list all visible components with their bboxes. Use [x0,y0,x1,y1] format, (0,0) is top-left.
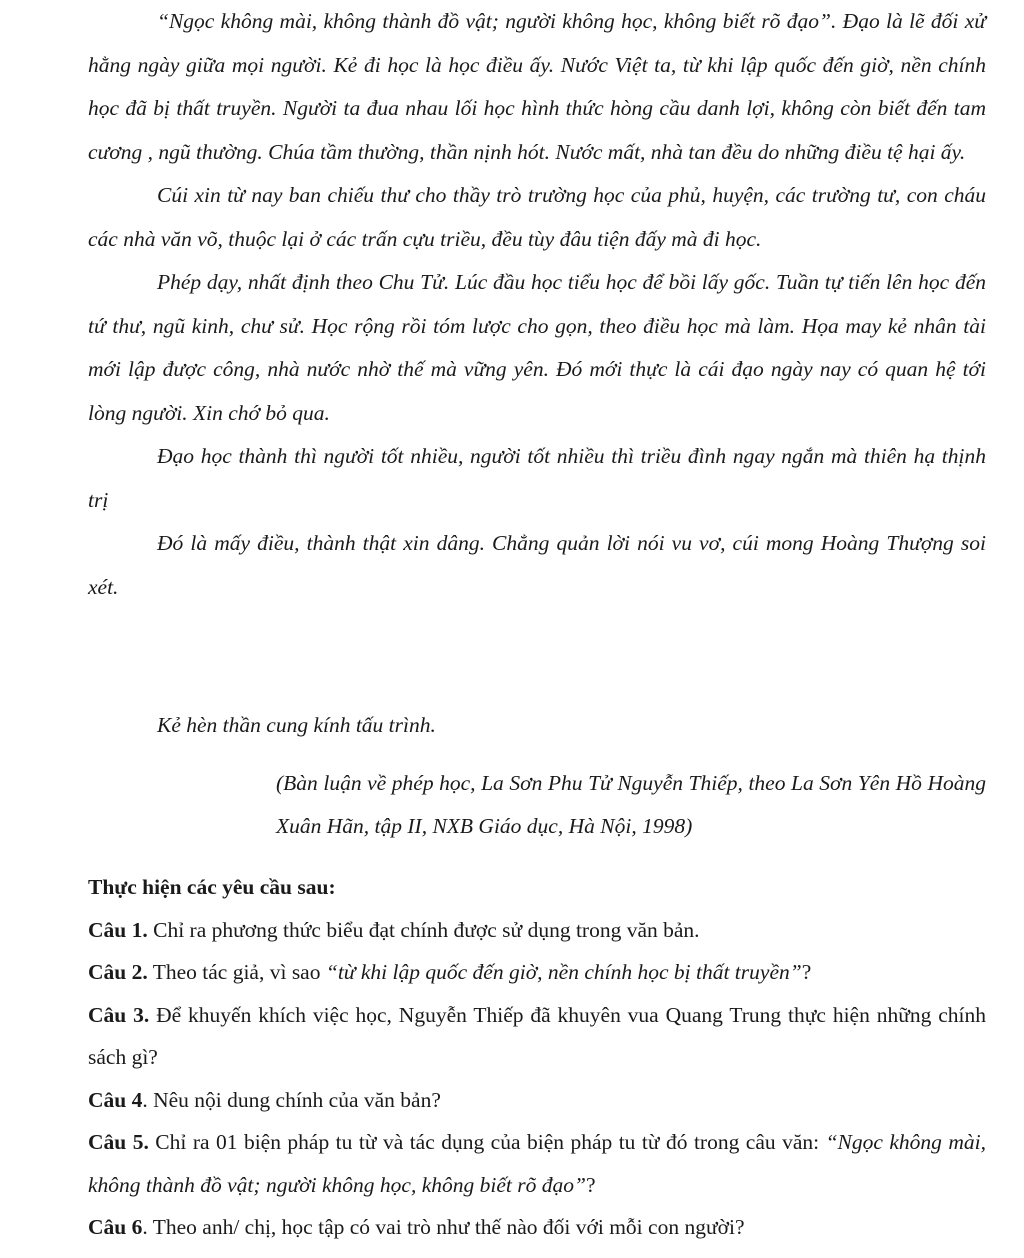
questions-section [88,866,986,1249]
question-4 [88,1079,986,1122]
passage-paragraph-2: Cúi xin từ nay ban chiếu thư cho thầy trò trường học của phủ, huyện, các trường tư, con cháu các nhà văn võ, thuộc lại ở các trấn cựu triều, đều tùy đâu tiện đấy mà đi học. [88,183,986,251]
question-1 [88,909,986,952]
question-text: Chỉ ra 01 biện pháp tu từ và tác dụng của biện pháp tu từ đó trong câu văn: [148,1130,826,1154]
question-number: Câu 4 [88,1087,143,1112]
question-quote: “từ khi lập quốc đến giờ, nền chính học bị thất truyền” [325,960,802,984]
question-2 [88,951,986,994]
question-number: Câu 6 [88,1215,143,1239]
question-number: Câu 1. [88,917,148,942]
passage-closing: Kẻ hèn thần cung kính tấu trình. [157,713,436,737]
question-text-end: ? [801,960,812,984]
question-3 [88,994,986,1079]
passage-paragraph-4: Đạo học thành thì người tốt nhiều, người tốt nhiều thì triều đình ngay ngắn mà thiên hạ thịnh trị [88,444,986,512]
question-text-end: ? [585,1172,596,1197]
passage-paragraph-1: “Ngọc không mài, không thành đồ vật; người không học, không biết rõ đạo”. Đạo là lẽ đối xử hằng ngày giữa mọi người. Kẻ đi học là học điều ấy. Nước Việt ta, từ khi lập quốc đến giờ, nền chính học đã bị thất truyền. Người ta đua nhau lối học hình thức hòng cầu danh lợi, không còn biết đến tam cương , ngũ thường. Chúa tầm thường, thần nịnh hót. Nước mất, nhà tan đều do những điều tệ hại ấy. [88,9,986,164]
questions-heading: Thực hiện các yêu cầu sau: [88,875,336,899]
question-number: Câu 3. [88,1002,150,1027]
question-number: Câu 2. [88,960,148,984]
question-number: Câu 5. [88,1130,149,1154]
question-text: Theo tác giả, vì sao [147,960,326,984]
passage-paragraph-5: Đó là mấy điều, thành thật xin dâng. Chẳng quản lời nói vu vơ, cúi mong Hoàng Thượng soi xét. [88,531,986,599]
passage-paragraph-3: Phép dạy, nhất định theo Chu Tử. Lúc đầu học tiểu học để bồi lấy gốc. Tuần tự tiến lên học đến tứ thư, ngũ kinh, chư sử. Học rộng rồi tóm lược cho gọn, theo điều học mà làm. Họa may kẻ nhân tài mới lập được công, nhà nước nhờ thế mà vững yên. Đó mới thực là cái đạo ngày nay có quan hệ tới lòng người. Xin chớ bỏ qua. [88,270,986,425]
question-text: . Nêu nội dung chính của văn bản? [142,1087,441,1112]
question-6 [88,1206,986,1249]
question-text: Chỉ ra phương thức biểu đạt chính được sử dụng trong văn bản. [147,917,700,942]
question-text: Để khuyến khích việc học, Nguyễn Thiếp đã khuyên vua Quang Trung thực hiện những chính sách gì? [88,1002,987,1069]
passage-citation: (Bàn luận về phép học, La Sơn Phu Tử Nguyễn Thiếp, theo La Sơn Yên Hồ Hoàng Xuân Hãn, tập II, NXB Giáo dục, Hà Nội, 1998) [276,771,986,838]
question-quote: “Ngọc không mài, không thành đồ vật; người không học, không biết rõ đạo” [88,1130,986,1197]
question-text: . Theo anh/ chị, học tập có vai trò như thế nào đối với mỗi con người? [142,1215,745,1239]
question-5 [88,1121,986,1206]
passage [88,0,986,609]
